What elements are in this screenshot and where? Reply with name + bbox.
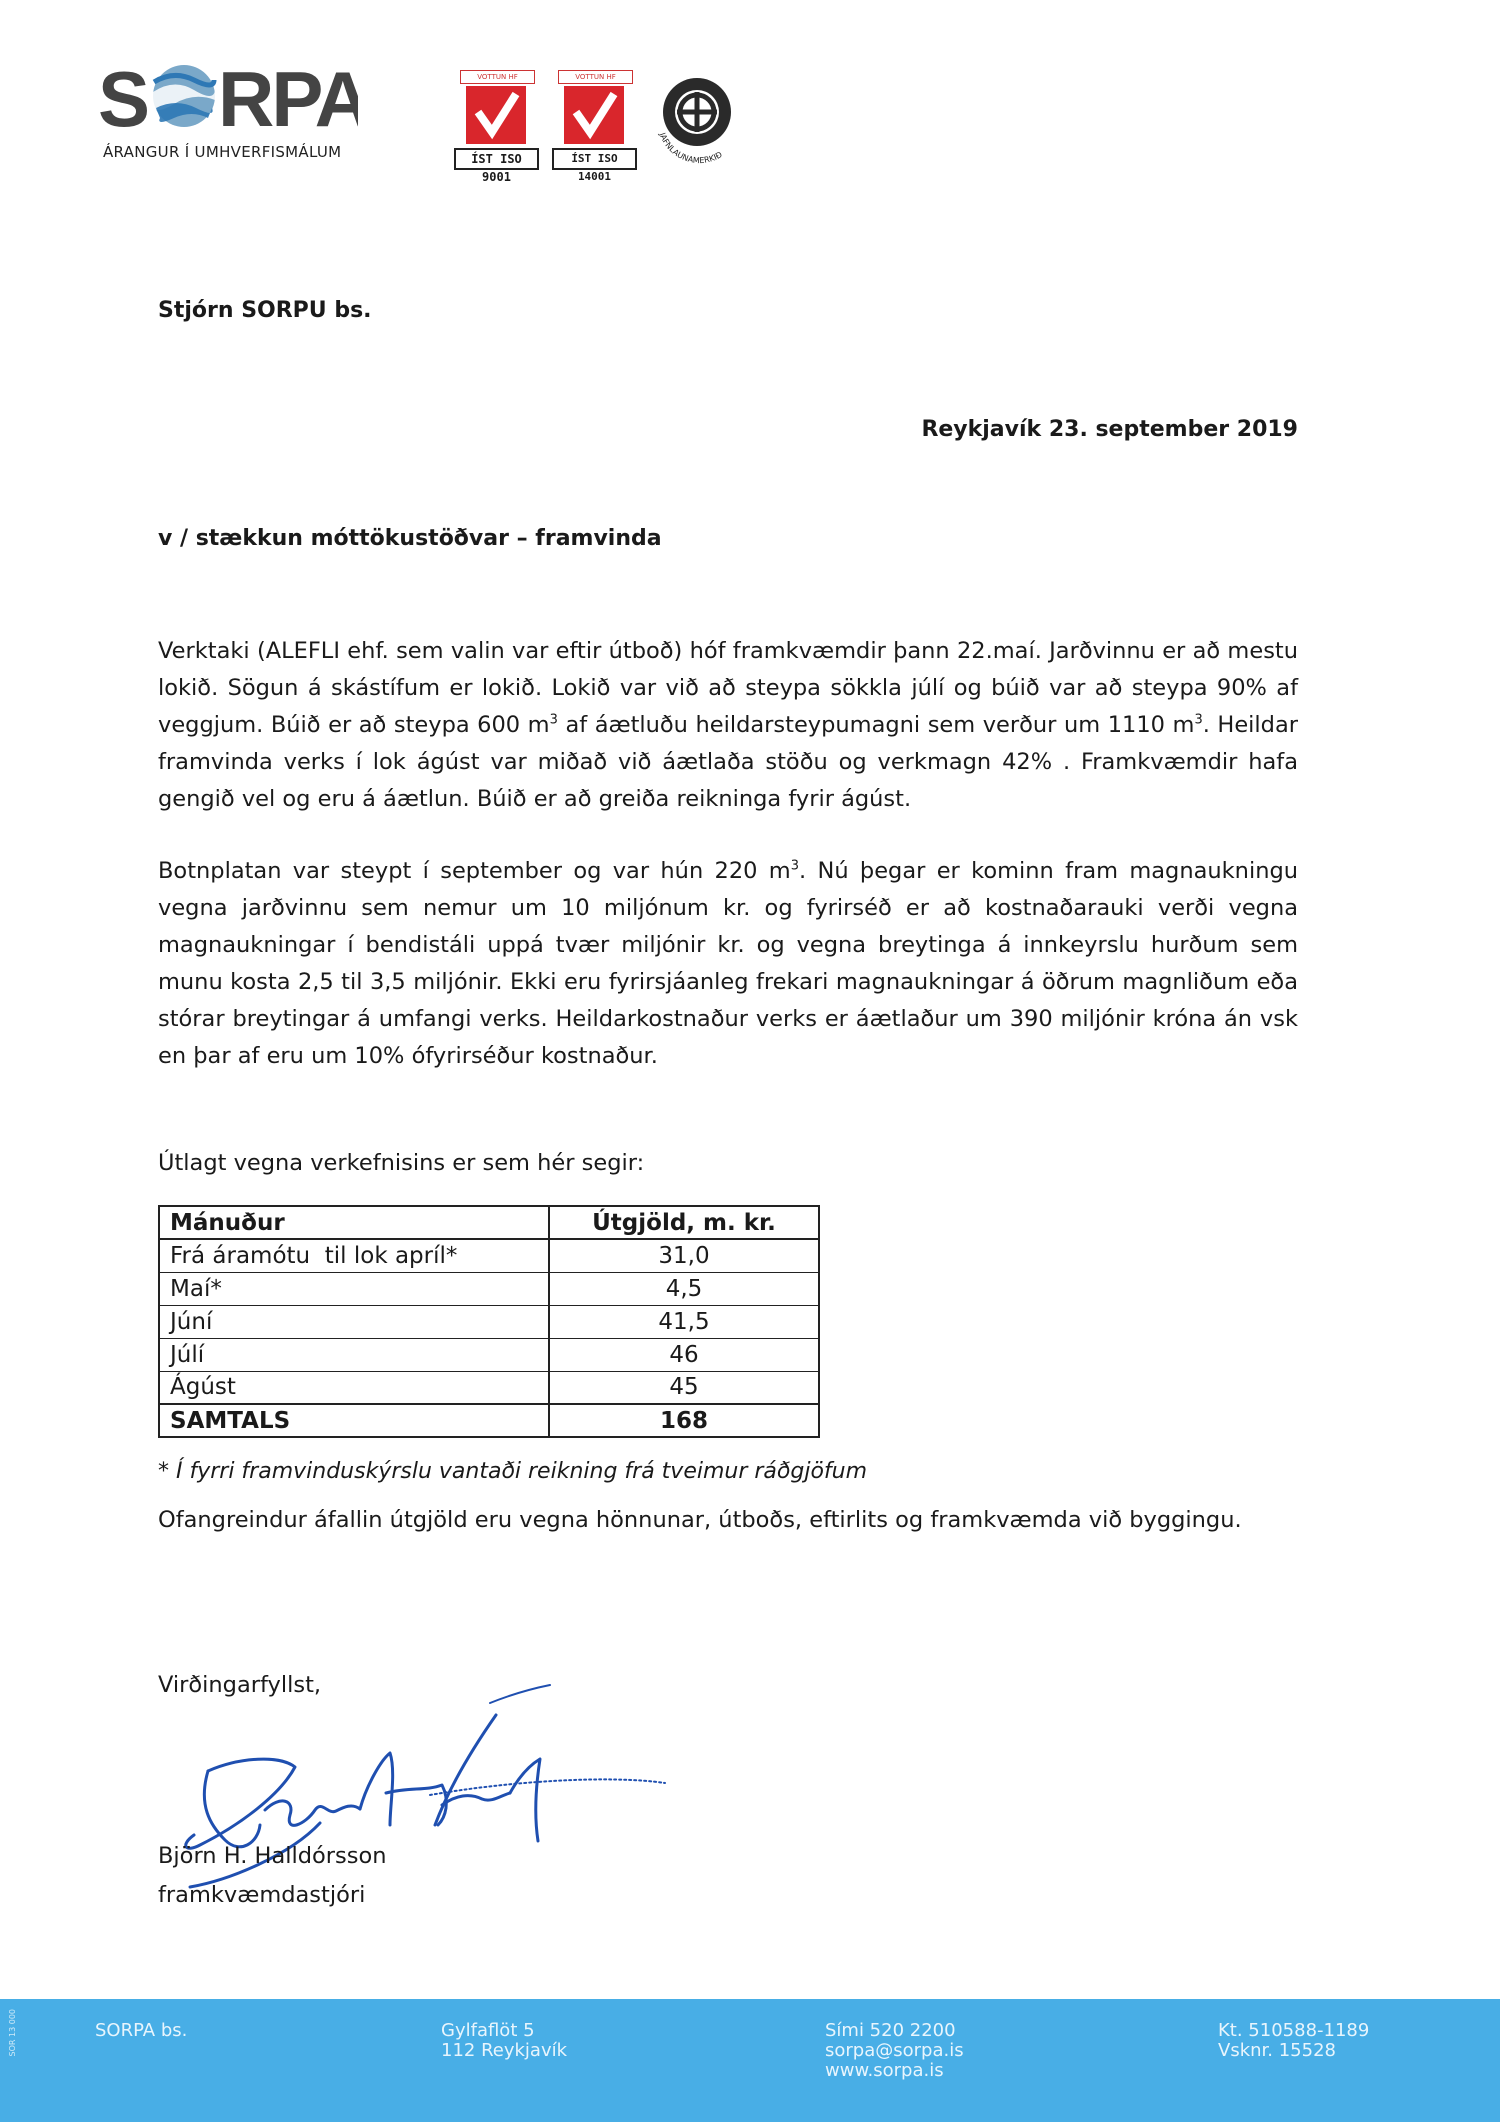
amount-cell: 4,5 [549,1272,819,1305]
logo-tagline: ÁRANGUR Í UMHVERFISMÁLUM [103,143,342,161]
table-total-row [159,1404,819,1437]
sorpa-logo [98,58,358,138]
text-run: . Nú þegar er kominn fram magnaukningu vegna jarðvinnu sem nemur um 10 miljónum kr. og fyrirséð er að kostnaðarauki verði vegna magnaukningar í bendistáli uppá tvær miljónir kr. og vegna breytinga á innkeyrslu hurðum sem munu kosta 2,5 til 3,5 miljónir. Ekki eru fyrirsjáanleg frekari magnaukningar á öðrum magnliðum eða stórar breytingar á umfangi verks. Heildarkostnaður verks er áætlaður um 390 miljónir króna án vsk en þar af eru um 10% ófyrirséður kostnaður. [158,858,1298,1069]
column-header-amount: Útgjöld, m. kr. [549,1206,819,1239]
table-header-row [159,1206,819,1239]
text-run: Botnplatan var steypt í september og var hún 220 m [158,858,791,884]
total-value: 168 [549,1404,819,1437]
equal-pay-mark-text: JAFNLAUNAMERKIÐ [657,131,724,166]
recipient: Stjórn SORPU bs. [158,298,372,323]
cert-label: ÍST ISO 9001 [454,148,539,170]
table-row [159,1305,819,1338]
cert-vendor: VOTTUN HF [460,70,535,84]
cert-label: ÍST ISO 14001 [552,148,637,170]
total-label: SAMTALS [159,1404,549,1437]
paragraph-costs [158,853,1298,1075]
column-header-month: Mánuður [159,1206,549,1239]
footer-bar [0,1999,1500,2122]
paragraph-progress [158,633,1298,818]
table-intro: Útlagt vegna verkefnisins er sem hér segir: [158,1150,645,1176]
amount-cell: 46 [549,1338,819,1371]
table-row [159,1338,819,1371]
subject-line: v / stækkun móttökustöðvar – framvinda [158,526,662,551]
amount-cell: 45 [549,1371,819,1404]
sign-off: Virðingarfyllst, [158,1672,322,1698]
svg-text:RPA: RPA [218,58,358,138]
footer-email[interactable]: sorpa@sorpa.is [825,2040,964,2061]
signer-name: Björn H. Halldórsson [158,1843,387,1869]
equal-pay-mark-icon [655,70,755,174]
footer-address-line1: Gylfaflöt 5 [441,2020,535,2041]
superscript: 3 [1194,712,1203,728]
superscript: 3 [549,712,558,728]
svg-text:S: S [98,58,149,138]
iso-9001-badge [454,70,539,184]
superscript: 3 [790,858,800,874]
footer-side-tag: SOR 13 000 [8,2009,17,2057]
month-cell: Ágúst [159,1371,549,1404]
expenses-table [158,1205,820,1438]
month-cell: Frá áramótu til lok apríl* [159,1239,549,1272]
table-row [159,1239,819,1272]
table-footnote: * Í fyrri framvinduskýrslu vantaði reikning frá tveimur ráðgjöfum [158,1459,868,1484]
month-cell: Júlí [159,1338,549,1371]
checkmark-icon [466,86,526,144]
text-run: . Heildar framvinda verks í lok ágúst var miðað við áætlaða stöðu og verkmagn 42% . Framkvæmdir hafa gengið vel og eru á áætlun. Búið er að greiða reikninga fyrir ágúst. [158,712,1299,812]
footer-phone: Sími 520 2200 [825,2020,956,2041]
text-run: Verktaki (ALEFLI ehf. sem valin var eftir útboð) hóf framkvæmdir þann 22.maí. Jarðvinnu er að mestu lokið. Sögun á skástífum er lokið. Lokið var við að steypa sökkla júlí og búið var að steypa 90% af veggjum. Búið er að steypa 600 m [158,638,1298,738]
checkmark-icon [564,86,624,144]
iso-14001-badge [552,70,637,183]
footer-company: SORPA bs. [95,2020,188,2041]
closing-paragraph: Ofangreindur áfallin útgjöld eru vegna hönnunar, útboðs, eftirlits og framkvæmda við byggingu. [158,1507,1242,1533]
signer-title: framkvæmdastjóri [158,1882,366,1908]
footer-kt: Kt. 510588-1189 [1218,2020,1370,2041]
footer-website[interactable]: www.sorpa.is [825,2060,944,2081]
table-row [159,1371,819,1404]
amount-cell: 31,0 [549,1239,819,1272]
amount-cell: 41,5 [549,1305,819,1338]
month-cell: Júní [159,1305,549,1338]
dateline: Reykjavík 23. september 2019 [921,417,1298,442]
text-run: af áætluðu heildarsteypumagni sem verður um 1110 m [557,712,1195,738]
footer-vsk: Vsknr. 15528 [1218,2040,1336,2061]
footer-address-line2: 112 Reykjavík [441,2040,568,2061]
table-row [159,1272,819,1305]
cert-vendor: VOTTUN HF [558,70,633,84]
month-cell: Maí* [159,1272,549,1305]
